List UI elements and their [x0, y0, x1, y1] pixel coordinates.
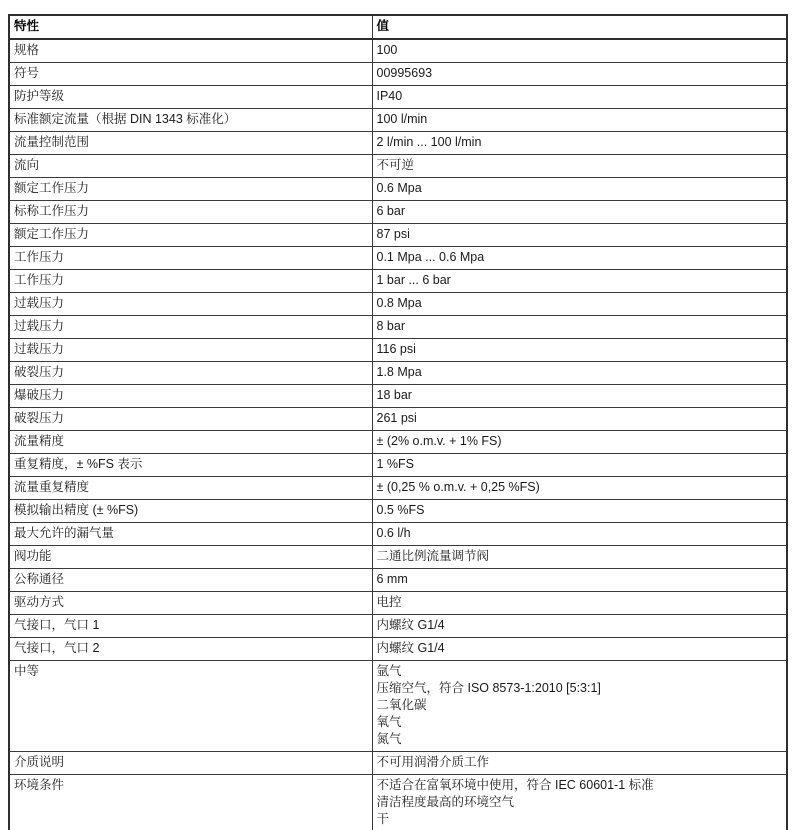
- spec-row: [9, 63, 787, 86]
- spec-value-line: 内螺纹 G1/4: [376, 618, 445, 632]
- spec-value-line: 100: [376, 43, 398, 57]
- spec-row: [9, 775, 787, 830]
- spec-value-cell: [372, 270, 787, 293]
- spec-value-cell: [372, 63, 787, 86]
- spec-row: [9, 385, 787, 408]
- spec-row: [9, 569, 787, 592]
- spec-row: [9, 408, 787, 431]
- table-header-row: [9, 15, 787, 39]
- spec-value-line: 8 bar: [376, 319, 405, 333]
- spec-value-line: 261 psi: [376, 411, 417, 425]
- spec-row: [9, 132, 787, 155]
- spec-value-cell: [372, 132, 787, 155]
- spec-value-line: 电控: [376, 595, 402, 609]
- spec-value-line: 2 l/min ... 100 l/min: [376, 135, 482, 149]
- spec-value-line: 100 l/min: [376, 112, 428, 126]
- spec-table-body: [9, 39, 787, 830]
- spec-value-line: 6 mm: [376, 572, 408, 586]
- spec-table: [8, 14, 788, 830]
- spec-value-cell: [372, 109, 787, 132]
- spec-property-label: 爆破压力: [9, 385, 372, 408]
- spec-row: [9, 638, 787, 661]
- spec-property-label: 公称通径: [9, 569, 372, 592]
- spec-value-line: 不可逆: [376, 158, 415, 172]
- spec-value-line: 0.5 %FS: [376, 503, 425, 517]
- spec-value-line: 内螺纹 G1/4: [376, 641, 445, 655]
- spec-value-cell: [372, 293, 787, 316]
- spec-property-label: 工作压力: [9, 247, 372, 270]
- spec-value-line: 0.1 Mpa ... 0.6 Mpa: [376, 250, 485, 264]
- spec-property-label: 驱动方式: [9, 592, 372, 615]
- spec-property-label: 最大允许的漏气量: [9, 523, 372, 546]
- spec-value-line: 干: [376, 812, 390, 826]
- spec-value-line: 氧气: [376, 715, 402, 729]
- spec-row: [9, 224, 787, 247]
- spec-row: [9, 477, 787, 500]
- spec-row: [9, 155, 787, 178]
- spec-property-label: 环境条件: [9, 775, 372, 830]
- spec-value-cell: [372, 752, 787, 775]
- spec-value-line: ± (0,25 % o.m.v. + 0,25 %FS): [376, 480, 540, 494]
- spec-value-cell: [372, 775, 787, 830]
- spec-value-cell: [372, 86, 787, 109]
- spec-value-line: 氩气: [376, 664, 402, 678]
- spec-row: [9, 316, 787, 339]
- spec-property-label: 流量重复精度: [9, 477, 372, 500]
- spec-row: [9, 362, 787, 385]
- spec-value-line: 二氧化碳: [376, 698, 427, 712]
- spec-value-cell: [372, 569, 787, 592]
- spec-value-cell: [372, 155, 787, 178]
- spec-value-cell: [372, 638, 787, 661]
- spec-value-line: 1 %FS: [376, 457, 415, 471]
- spec-value-line: 压缩空气，符合 ISO 8573-1:2010 [5:3:1]: [376, 681, 601, 695]
- spec-value-line: 116 psi: [376, 342, 416, 356]
- spec-property-label: 规格: [9, 39, 372, 63]
- spec-property-label: 气接口，气口 1: [9, 615, 372, 638]
- spec-property-label: 过载压力: [9, 316, 372, 339]
- spec-value-line: ± (2% o.m.v. + 1% FS): [376, 434, 502, 448]
- spec-value-line: 00995693: [376, 66, 433, 80]
- spec-value-line: 0.8 Mpa: [376, 296, 422, 310]
- spec-property-label: 流量精度: [9, 431, 372, 454]
- spec-value-line: 氮气: [376, 732, 402, 746]
- spec-property-label: 流向: [9, 155, 372, 178]
- spec-row: [9, 270, 787, 293]
- spec-row: [9, 592, 787, 615]
- spec-property-label: 标称工作压力: [9, 201, 372, 224]
- spec-row: [9, 339, 787, 362]
- spec-row: [9, 546, 787, 569]
- spec-property-label: 额定工作压力: [9, 178, 372, 201]
- spec-row: [9, 523, 787, 546]
- spec-value-line: 18 bar: [376, 388, 412, 402]
- spec-value-cell: [372, 247, 787, 270]
- spec-row: [9, 661, 787, 752]
- spec-value-cell: [372, 546, 787, 569]
- spec-value-line: 0.6 Mpa: [376, 181, 422, 195]
- spec-property-label: 破裂压力: [9, 408, 372, 431]
- spec-row: [9, 39, 787, 63]
- spec-property-label: 流量控制范围: [9, 132, 372, 155]
- spec-value-line: 6 bar: [376, 204, 405, 218]
- spec-value-line: 1 bar ... 6 bar: [376, 273, 451, 287]
- spec-value-cell: [372, 39, 787, 63]
- spec-value-line: IP40: [376, 89, 403, 103]
- spec-value-line: 二通比例流量调节阀: [376, 549, 490, 563]
- spec-value-cell: [372, 224, 787, 247]
- spec-value-cell: [372, 661, 787, 752]
- spec-property-label: 工作压力: [9, 270, 372, 293]
- spec-value-line: 不适合在富氧环境中使用，符合 IEC 60601-1 标准: [376, 778, 654, 792]
- spec-property-label: 模拟输出精度 (± %FS): [9, 500, 372, 523]
- spec-row: [9, 109, 787, 132]
- column-header-property: 特性: [9, 15, 372, 39]
- spec-row: [9, 752, 787, 775]
- spec-row: [9, 86, 787, 109]
- spec-row: [9, 431, 787, 454]
- spec-value-cell: [372, 592, 787, 615]
- spec-row: [9, 178, 787, 201]
- spec-value-cell: [372, 523, 787, 546]
- spec-value-line: 87 psi: [376, 227, 410, 241]
- spec-property-label: 防护等级: [9, 86, 372, 109]
- spec-property-label: 过载压力: [9, 339, 372, 362]
- spec-value-cell: [372, 339, 787, 362]
- spec-value-cell: [372, 201, 787, 224]
- spec-property-label: 介质说明: [9, 752, 372, 775]
- spec-value-cell: [372, 431, 787, 454]
- column-header-value: 值: [372, 15, 787, 39]
- spec-value-cell: [372, 316, 787, 339]
- spec-property-label: 额定工作压力: [9, 224, 372, 247]
- spec-value-cell: [372, 500, 787, 523]
- spec-row: [9, 247, 787, 270]
- spec-row: [9, 201, 787, 224]
- spec-property-label: 阀功能: [9, 546, 372, 569]
- spec-property-label: 破裂压力: [9, 362, 372, 385]
- spec-row: [9, 500, 787, 523]
- spec-value-line: 清洁程度最高的环境空气: [376, 795, 515, 809]
- spec-property-label: 符号: [9, 63, 372, 86]
- spec-value-cell: [372, 362, 787, 385]
- spec-value-line: 不可用润滑介质工作: [376, 755, 490, 769]
- spec-value-cell: [372, 477, 787, 500]
- spec-property-label: 重复精度，± %FS 表示: [9, 454, 372, 477]
- spec-value-cell: [372, 178, 787, 201]
- spec-value-cell: [372, 408, 787, 431]
- spec-property-label: 标准额定流量（根据 DIN 1343 标准化）: [9, 109, 372, 132]
- spec-value-line: 1.8 Mpa: [376, 365, 422, 379]
- spec-value-cell: [372, 615, 787, 638]
- spec-property-label: 过载压力: [9, 293, 372, 316]
- spec-value-cell: [372, 454, 787, 477]
- spec-property-label: 中等: [9, 661, 372, 752]
- spec-row: [9, 615, 787, 638]
- spec-row: [9, 293, 787, 316]
- spec-property-label: 气接口，气口 2: [9, 638, 372, 661]
- spec-value-line: 0.6 l/h: [376, 526, 411, 540]
- spec-value-cell: [372, 385, 787, 408]
- spec-row: [9, 454, 787, 477]
